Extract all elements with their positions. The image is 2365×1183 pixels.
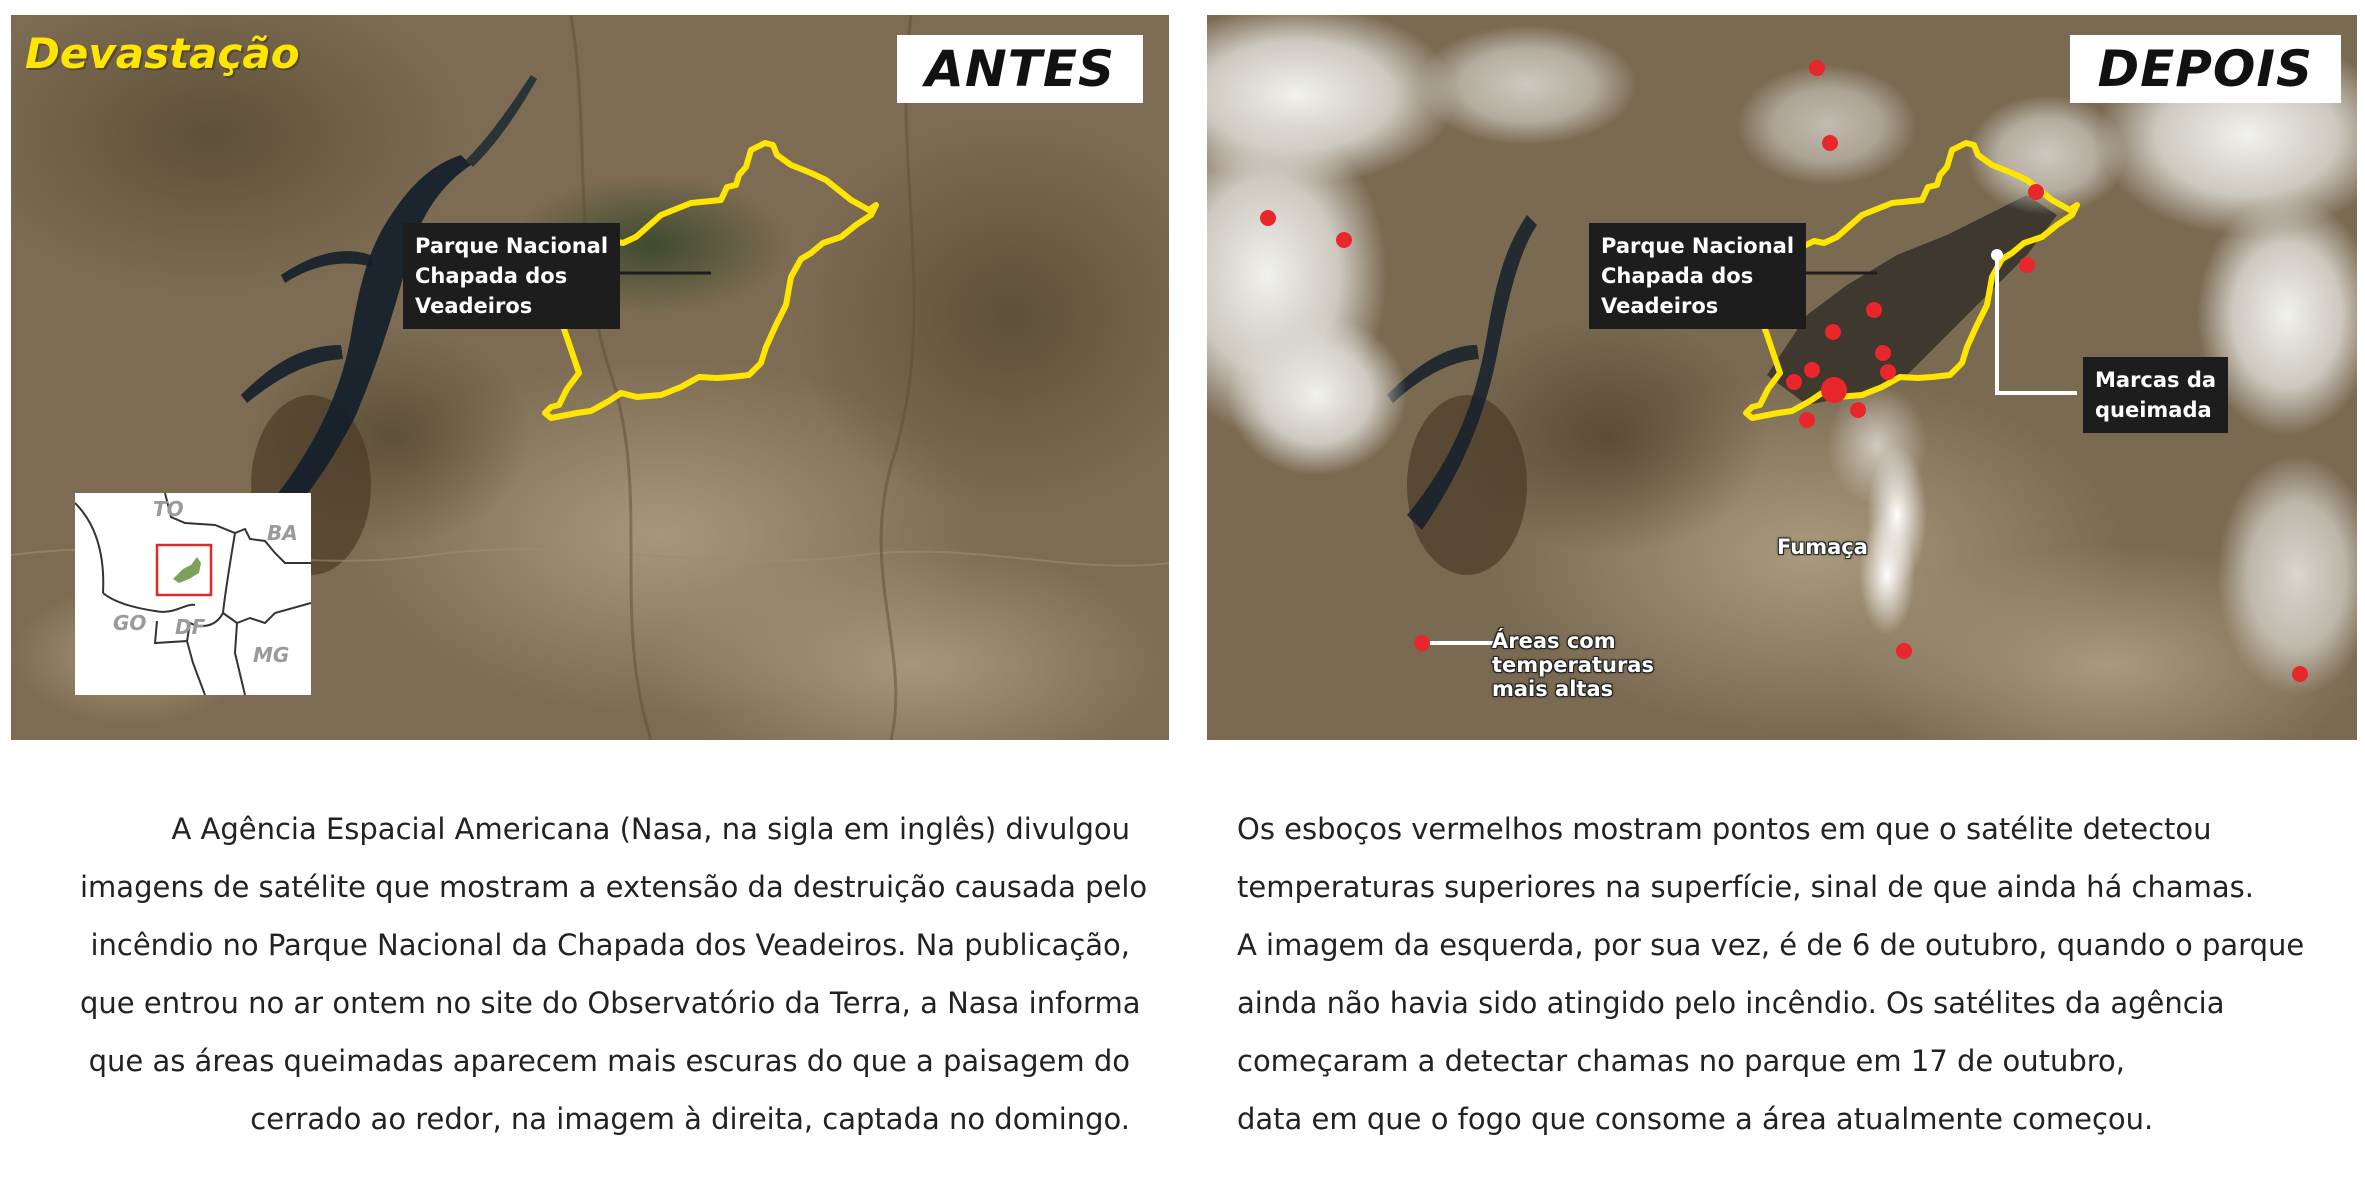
park-callout xyxy=(403,223,620,329)
caption-right xyxy=(1237,800,2337,1148)
hot-label-line-3: mais altas xyxy=(1492,677,1614,701)
park-callout-line-1: Parque Nacional xyxy=(1601,234,1795,258)
state-label-to: TO xyxy=(153,497,184,521)
caption-left-line: que entrou no ar ontem no site do Observatório da Terra, a Nasa informa xyxy=(80,986,1141,1020)
caption-right-line: data em que o fogo que consome a área atualmente começou. xyxy=(1237,1102,2154,1136)
state-label-mg: MG xyxy=(253,643,290,667)
park-callout-line-2: Chapada dos xyxy=(415,264,568,288)
park-callout-line-3: Veadeiros xyxy=(1601,294,1719,318)
satellite-image-before xyxy=(11,15,1169,740)
park-callout xyxy=(1589,223,1806,329)
park-callout-line-3: Veadeiros xyxy=(415,294,533,318)
locator-inset-map xyxy=(75,493,311,695)
hot-areas-label xyxy=(1492,629,1654,701)
burn-callout-line-1: Marcas da xyxy=(2095,368,2217,392)
hot-label-line-1: Áreas com xyxy=(1492,629,1616,653)
caption-right-line: temperaturas superiores na superfície, sinal de que ainda há chamas. xyxy=(1237,870,2254,904)
after-tag: DEPOIS xyxy=(2070,35,2341,103)
caption-left-line: incêndio no Parque Nacional da Chapada dos Veadeiros. Na publicação, xyxy=(90,928,1130,962)
burn-callout-line-2: queimada xyxy=(2095,398,2212,422)
state-label-df: DF xyxy=(175,615,206,639)
caption-left-line: A Agência Espacial Americana (Nasa, na sigla em inglês) divulgou xyxy=(171,812,1130,846)
before-tag: ANTES xyxy=(897,35,1143,103)
satellite-image-after xyxy=(1207,15,2357,740)
park-callout-line-2: Chapada dos xyxy=(1601,264,1754,288)
caption-right-line: A imagem da esquerda, por sua vez, é de 6 de outubro, quando o parque xyxy=(1237,928,2305,962)
caption-left-line: cerrado ao redor, na imagem à direita, captada no domingo. xyxy=(250,1102,1130,1136)
park-callout-line-1: Parque Nacional xyxy=(415,234,609,258)
burn-marks-callout xyxy=(2083,357,2228,433)
caption-right-line: Os esboços vermelhos mostram pontos em que o satélite detectou xyxy=(1237,812,2212,846)
headline: Devastação xyxy=(25,29,300,78)
caption-left-line: imagens de satélite que mostram a extensão da destruição causada pelo xyxy=(80,870,1148,904)
caption-right-line: começaram a detectar chamas no parque em 17 de outubro, xyxy=(1237,1044,2125,1078)
caption-left-line: que as áreas queimadas aparecem mais escuras do que a paisagem do xyxy=(88,1044,1130,1078)
hot-label-line-2: temperaturas xyxy=(1492,653,1654,677)
state-label-go: GO xyxy=(113,611,147,635)
caption-right-line: ainda não havia sido atingido pelo incêndio. Os satélites da agência xyxy=(1237,986,2225,1020)
caption-left xyxy=(80,800,1148,1148)
inset-park-shape xyxy=(173,557,201,583)
smoke-label: Fumaça xyxy=(1777,535,1868,559)
state-label-ba: BA xyxy=(267,521,298,545)
